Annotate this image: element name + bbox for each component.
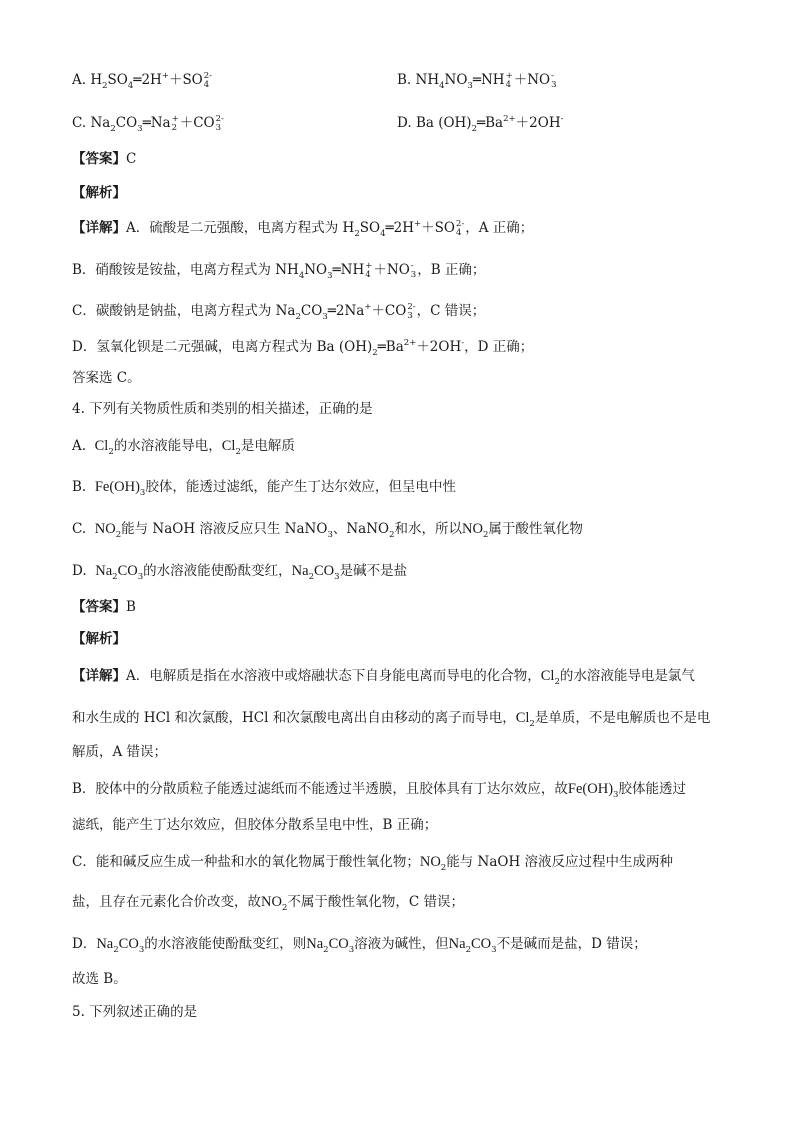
q4-option-d: D. $Na_2CO_3$的水溶液能使酚酞变红，$Na_2CO_3$是碱不是盐 — [72, 563, 408, 582]
q3-detail-c: C．碳酸钠是钠盐，电离方程式为 $Na_2CO_3═2Na^++CO$ 2- 3 ，C 错误； — [72, 301, 486, 322]
q4-detail-line-7: 盐，且存在元素化合价改变，故$NO_2$不属于酸性氧化物，C 错误； — [72, 894, 464, 913]
q4-option-a: A. $Cl_2$的水溶液能导电，$Cl_2$是电解质 — [72, 438, 295, 457]
q4-answer: 【答案】B — [72, 599, 136, 615]
q4-stem: 4. 下列有关物质性质和类别的相关描述，正确的是 — [72, 401, 373, 417]
q4-detail-line-6: C．能和碱反应生成一种盐和水的氧化物属于酸性氧化物；$NO_2$能与 NaOH 溶液反应过程中生成两种 — [72, 854, 674, 873]
q3-option-d: D. Ba $(OH)_2═Ba^{2+}+2OH^-$ — [397, 114, 564, 134]
q3-option-c: C. $Na_2CO_3═Na$ + 2 ＋CO 2- 3 — [72, 113, 224, 134]
q4-detail-line-4: B．胶体中的分散质粒子能透过滤纸而不能透过半透膜，且胶体具有丁达尔效应，故$Fe(OH)_3$胶体能透过 — [72, 781, 686, 800]
q5-stem: 5. 下列叙述正确的是 — [72, 1004, 198, 1020]
q3-answer: 【答案】C — [72, 151, 137, 167]
q4-detail-line-8: D．$Na_2CO_3$的水溶液能使酚酞变红，则$Na_2CO_3$溶液为碱性，但$Na_2CO_3$不是碱而是盐，D 错误； — [72, 936, 647, 955]
q3-analysis-heading: 【解析】 — [72, 185, 126, 201]
q3-detail-d: D．氢氧化钡是二元强碱，电离方程式为 Ba $(OH)_2═Ba^{2+}+2OH^-$，D 正确； — [72, 338, 534, 358]
q3-option-b: B. $NH_4NO_3═NH$ + 4 ＋NO - 3 — [397, 70, 557, 91]
q4-option-b: B. $Fe(OH)_3$胶体，能透过滤纸，能产生丁达尔效应，但呈电中性 — [72, 479, 456, 498]
q3-detail-b: B．硝酸铵是铵盐，电离方程式为 $NH_4NO_3═NH$ + 4 ＋NO - 3 ，B 正确； — [72, 260, 486, 281]
q4-detail-line-2: 和水生成的 HCl 和次氯酸，HCl 和次氯酸电离出自由移动的离子而导电，$Cl_2$是单质，不是电解质也不是电 — [72, 710, 711, 729]
q4-detail-line-1: 【详解】A．电解质是指在水溶液中或熔融状态下自身能电离而导电的化合物，$Cl_2$的水溶液能导电是氯气 — [72, 668, 695, 687]
q4-detail-line-5: 滤纸，能产生丁达尔效应，但胶体分散系呈电中性，B 正确； — [72, 817, 438, 833]
q3-option-a: A. $H_2SO_4═2H^++SO$ 2- 4 — [72, 70, 213, 91]
q4-analysis-heading: 【解析】 — [72, 631, 126, 647]
q4-detail-line-3: 解质，A 错误； — [72, 744, 168, 760]
q3-conclusion: 答案选 C。 — [72, 370, 141, 386]
q4-option-c: C. $NO_2$能与 NaOH 溶液反应只生 NaNO$_3$、NaNO$_2$和水，所以$NO_2$属于酸性氧化物 — [72, 521, 583, 540]
q4-conclusion: 故选 B。 — [72, 971, 127, 987]
q3-detail-a: 【详解】A．硫酸是二元强酸，电离方程式为 $H_2SO_4═2H^++SO$ 2- 4 ，A 正确； — [72, 218, 534, 239]
